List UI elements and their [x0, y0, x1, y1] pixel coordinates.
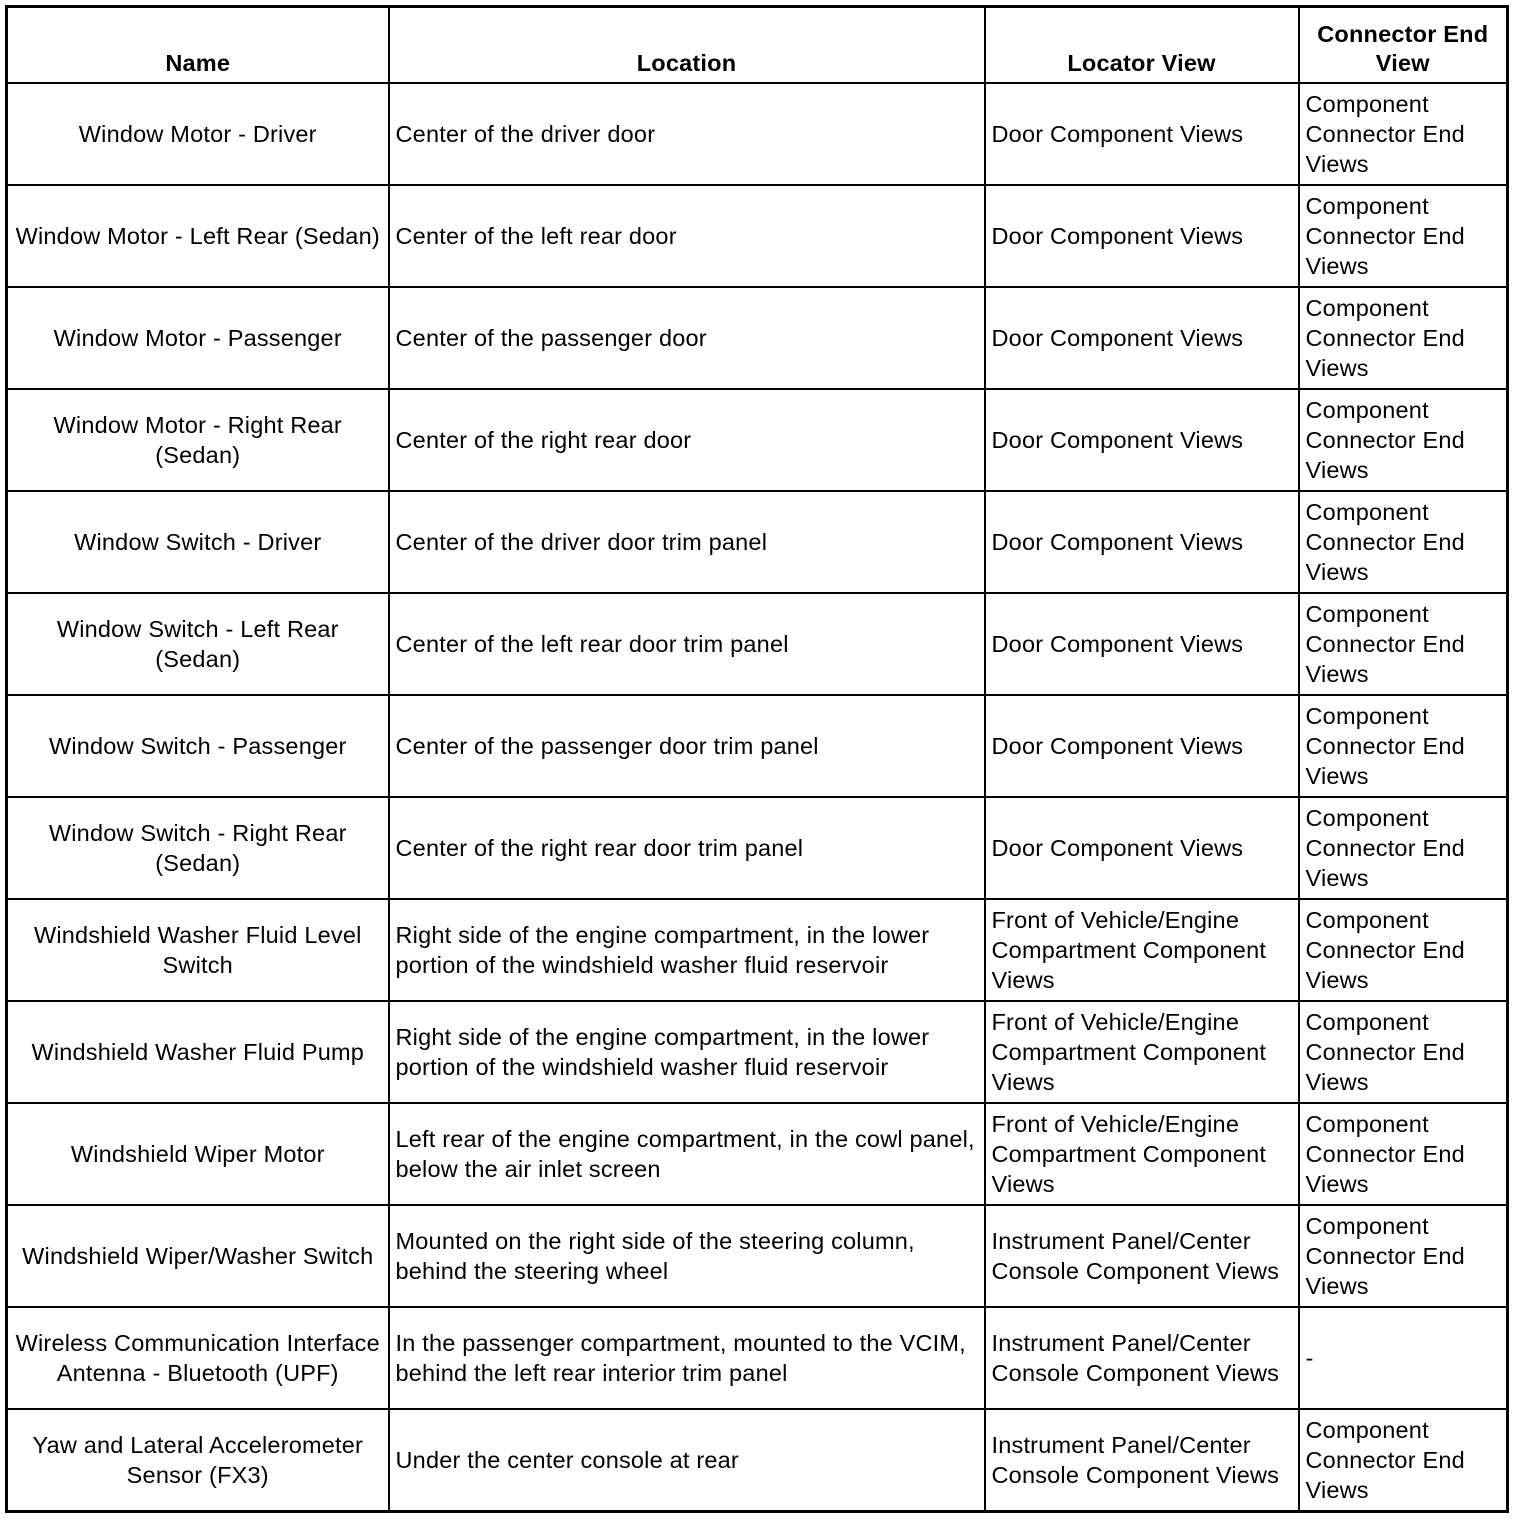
- location-cell: Center of the driver door trim panel: [389, 491, 985, 593]
- locator-view-cell: Door Component Views: [985, 83, 1299, 185]
- table-header-row: [7, 7, 1508, 84]
- name-cell: Windshield Wiper Motor: [7, 1103, 389, 1205]
- name-cell: Window Switch - Driver: [7, 491, 389, 593]
- name-cell: Window Switch - Passenger: [7, 695, 389, 797]
- locator-view-cell: Door Component Views: [985, 593, 1299, 695]
- location-cell: Left rear of the engine compartment, in the cowl panel, below the air inlet screen: [389, 1103, 985, 1205]
- location-cell: Center of the right rear door: [389, 389, 985, 491]
- location-cell: In the passenger compartment, mounted to the VCIM, behind the left rear interior trim panel: [389, 1307, 985, 1409]
- location-cell: Center of the driver door: [389, 83, 985, 185]
- locator-view-cell: Front of Vehicle/Engine Compartment Component Views: [985, 899, 1299, 1001]
- locator-view-cell: Instrument Panel/Center Console Component Views: [985, 1205, 1299, 1307]
- connector-end-view-cell: Component Connector End Views: [1299, 1001, 1508, 1103]
- name-cell: Windshield Wiper/Washer Switch: [7, 1205, 389, 1307]
- connector-end-view-cell: Component Connector End Views: [1299, 389, 1508, 491]
- locator-view-cell: Door Component Views: [985, 797, 1299, 899]
- location-cell: Center of the left rear door trim panel: [389, 593, 985, 695]
- name-cell: Window Switch - Left Rear (Sedan): [7, 593, 389, 695]
- locator-view-cell: Instrument Panel/Center Console Component Views: [985, 1307, 1299, 1409]
- component-locator-table: [5, 5, 1509, 1513]
- header-name: Name: [7, 7, 389, 84]
- locator-view-cell: Instrument Panel/Center Console Component Views: [985, 1409, 1299, 1512]
- locator-view-cell: Door Component Views: [985, 491, 1299, 593]
- table-row: [7, 287, 1508, 389]
- name-cell: Wireless Communication Interface Antenna - Bluetooth (UPF): [7, 1307, 389, 1409]
- location-cell: Center of the passenger door trim panel: [389, 695, 985, 797]
- locator-view-cell: Front of Vehicle/Engine Compartment Component Views: [985, 1001, 1299, 1103]
- table-row: [7, 593, 1508, 695]
- header-location: Location: [389, 7, 985, 84]
- name-cell: Window Motor - Right Rear (Sedan): [7, 389, 389, 491]
- connector-end-view-cell: Component Connector End Views: [1299, 1103, 1508, 1205]
- location-cell: Under the center console at rear: [389, 1409, 985, 1512]
- name-cell: Window Switch - Right Rear (Sedan): [7, 797, 389, 899]
- name-cell: Window Motor - Driver: [7, 83, 389, 185]
- connector-end-view-cell: Component Connector End Views: [1299, 1205, 1508, 1307]
- connector-end-view-cell: Component Connector End Views: [1299, 1409, 1508, 1512]
- connector-end-view-cell: Component Connector End Views: [1299, 83, 1508, 185]
- header-locator-view: Locator View: [985, 7, 1299, 84]
- name-cell: Windshield Washer Fluid Pump: [7, 1001, 389, 1103]
- connector-end-view-cell: Component Connector End Views: [1299, 491, 1508, 593]
- location-cell: Right side of the engine compartment, in the lower portion of the windshield washer fluid reservoir: [389, 899, 985, 1001]
- location-cell: Center of the right rear door trim panel: [389, 797, 985, 899]
- table-row: [7, 389, 1508, 491]
- locator-view-cell: Door Component Views: [985, 389, 1299, 491]
- table-row: [7, 491, 1508, 593]
- table-row: [7, 1409, 1508, 1512]
- connector-end-view-cell: Component Connector End Views: [1299, 185, 1508, 287]
- connector-end-view-cell: Component Connector End Views: [1299, 695, 1508, 797]
- connector-end-view-cell: Component Connector End Views: [1299, 899, 1508, 1001]
- table-row: [7, 899, 1508, 1001]
- locator-view-cell: Door Component Views: [985, 287, 1299, 389]
- table-row: [7, 797, 1508, 899]
- locator-view-cell: Door Component Views: [985, 185, 1299, 287]
- connector-end-view-cell: Component Connector End Views: [1299, 797, 1508, 899]
- table-row: [7, 695, 1508, 797]
- location-cell: Right side of the engine compartment, in the lower portion of the windshield washer fluid reservoir: [389, 1001, 985, 1103]
- location-cell: Center of the left rear door: [389, 185, 985, 287]
- connector-end-view-cell: Component Connector End Views: [1299, 287, 1508, 389]
- connector-end-view-cell: Component Connector End Views: [1299, 593, 1508, 695]
- table-row: [7, 83, 1508, 185]
- table-row: [7, 1001, 1508, 1103]
- table-row: [7, 1103, 1508, 1205]
- name-cell: Yaw and Lateral Accelerometer Sensor (FX3): [7, 1409, 389, 1512]
- connector-end-view-cell: -: [1299, 1307, 1508, 1409]
- table-row: [7, 185, 1508, 287]
- name-cell: Windshield Washer Fluid Level Switch: [7, 899, 389, 1001]
- name-cell: Window Motor - Left Rear (Sedan): [7, 185, 389, 287]
- locator-view-cell: Front of Vehicle/Engine Compartment Component Views: [985, 1103, 1299, 1205]
- locator-view-cell: Door Component Views: [985, 695, 1299, 797]
- header-connector-end-view: Connector End View: [1299, 7, 1508, 84]
- location-cell: Center of the passenger door: [389, 287, 985, 389]
- name-cell: Window Motor - Passenger: [7, 287, 389, 389]
- location-cell: Mounted on the right side of the steering column, behind the steering wheel: [389, 1205, 985, 1307]
- table-row: [7, 1307, 1508, 1409]
- table-row: [7, 1205, 1508, 1307]
